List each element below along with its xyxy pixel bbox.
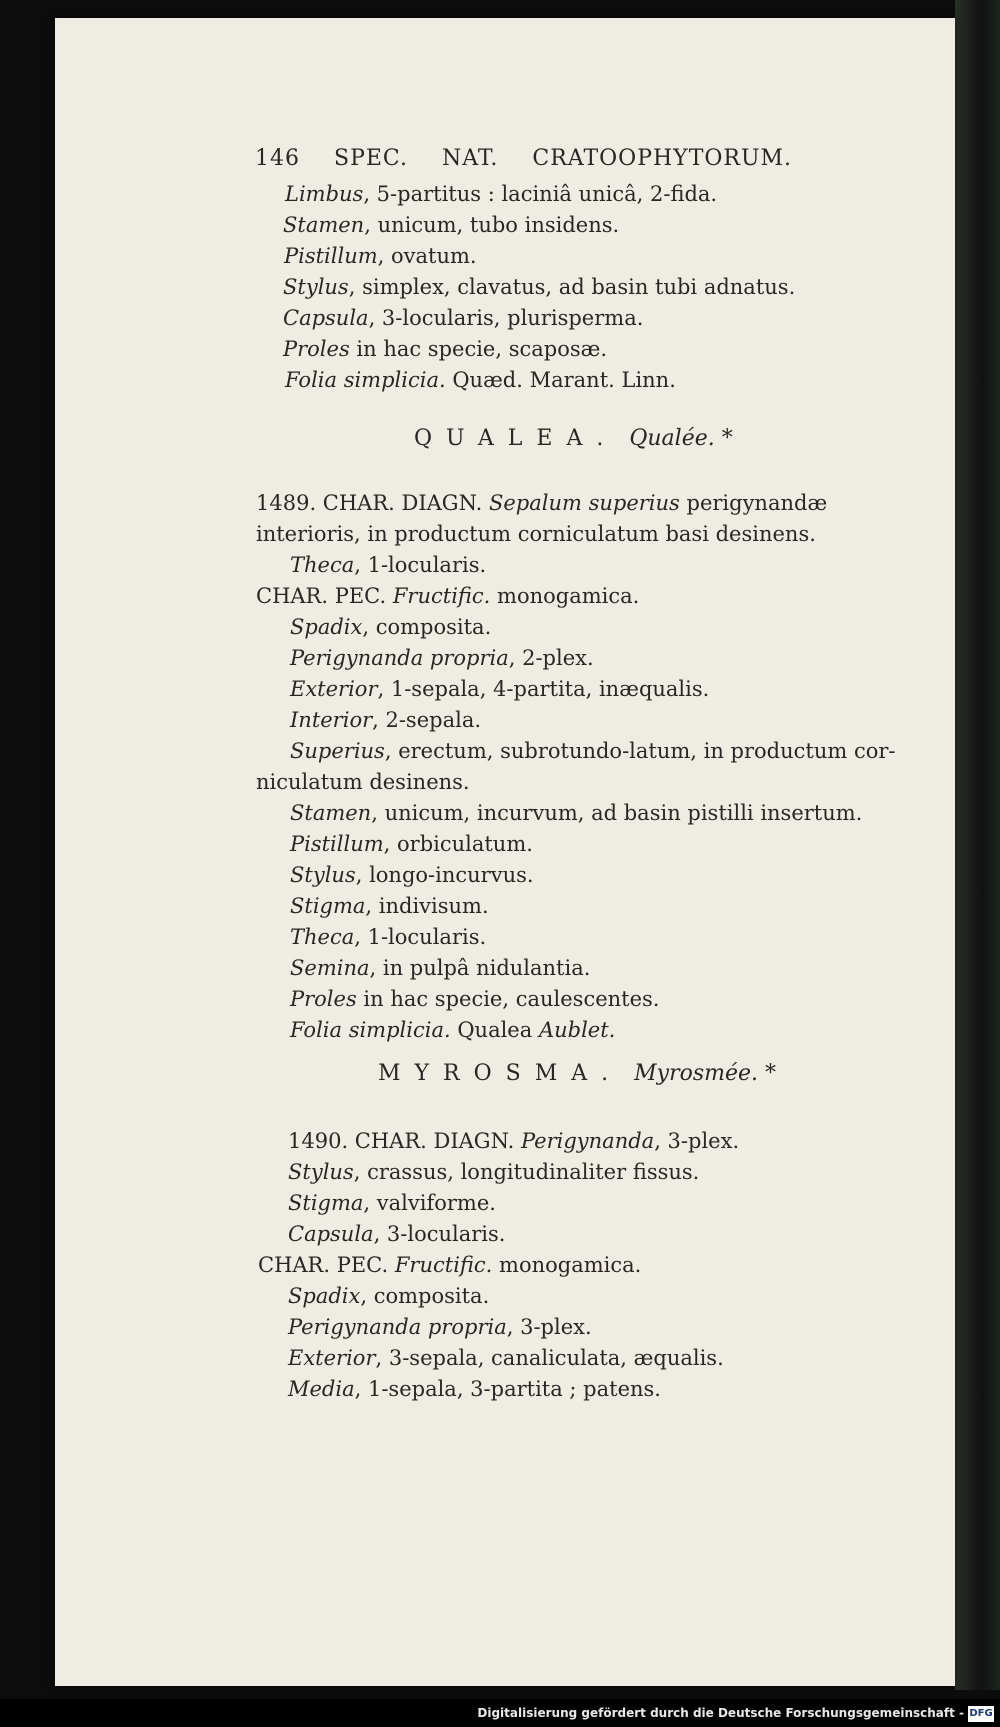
running-header bbox=[255, 146, 792, 171]
digitization-credit: Digitalisierung gefördert durch die Deutsche Forschungsgemeinschaft - bbox=[477, 1706, 964, 1720]
text-line: niculatum desinens. bbox=[256, 770, 470, 794]
text-line: Exterior, 1-sepala, 4-partita, inæqualis. bbox=[290, 677, 710, 701]
page-number: 146 bbox=[255, 146, 300, 171]
text-line: Media, 1-sepala, 3-partita ; patens. bbox=[288, 1377, 661, 1401]
text-line: Capsula, 3-locularis, plurisperma. bbox=[283, 306, 644, 330]
dfg-logo: DFG bbox=[968, 1706, 994, 1722]
text-line: Limbus, 5-partitus : laciniâ unicâ, 2-fida. bbox=[285, 182, 718, 206]
text-line: CHAR. PEC. Fructific. monogamica. bbox=[256, 584, 640, 608]
text-line: Stylus, simplex, clavatus, ad basin tubi adnatus. bbox=[283, 275, 796, 299]
text-line: Stamen, unicum, tubo insidens. bbox=[283, 213, 620, 237]
text-line: Stylus, crassus, longitudinaliter fissus. bbox=[288, 1160, 700, 1184]
text-line: Stigma, indivisum. bbox=[290, 894, 489, 918]
text-line: Spadix, composita. bbox=[290, 615, 492, 639]
text-line: Interior, 2-sepala. bbox=[290, 708, 482, 732]
text-line: Exterior, 3-sepala, canaliculata, æqualis. bbox=[288, 1346, 724, 1370]
text-line: Superius, erectum, subrotundo-latum, in productum cor- bbox=[290, 739, 896, 763]
text-line: Perigynanda propria, 2-plex. bbox=[290, 646, 594, 670]
text-line: Folia simplicia. Qualea Aublet. bbox=[290, 1018, 616, 1042]
text-line: Theca, 1-locularis. bbox=[290, 925, 487, 949]
text-line: Perigynanda propria, 3-plex. bbox=[288, 1315, 592, 1339]
text-line: Proles in hac specie, caulescentes. bbox=[290, 987, 660, 1011]
text-line: Stamen, unicum, incurvum, ad basin pistilli insertum. bbox=[290, 801, 863, 825]
book-gutter bbox=[955, 0, 1000, 1690]
text-line: Stigma, valviforme. bbox=[288, 1191, 496, 1215]
header-word-1: SPEC. bbox=[334, 146, 408, 171]
genus-heading-myrosma: MYROSMA. Myrosmée. * bbox=[378, 1061, 777, 1086]
text-line: Folia simplicia. Quæd. Marant. Linn. bbox=[285, 368, 676, 392]
text-line: Semina, in pulpâ nidulantia. bbox=[290, 956, 591, 980]
header-word-2: NAT. bbox=[441, 146, 499, 171]
entry-1490-lead: 1490. CHAR. DIAGN. Perigynanda, 3-plex. bbox=[288, 1129, 740, 1153]
text-line: Pistillum, orbiculatum. bbox=[290, 832, 533, 856]
text-line: Pistillum, ovatum. bbox=[284, 244, 477, 268]
text-line: Proles in hac specie, scaposæ. bbox=[283, 337, 608, 361]
text-line: interioris, in productum corniculatum basi desinens. bbox=[256, 522, 816, 546]
header-word-3: CRATOOPHYTORUM. bbox=[532, 146, 793, 171]
genus-heading-qualea: QUALEA. Qualée. * bbox=[414, 426, 733, 451]
text-line: Stylus, longo-incurvus. bbox=[290, 863, 534, 887]
text-line: Spadix, composita. bbox=[288, 1284, 490, 1308]
text-line: CHAR. PEC. Fructific. monogamica. bbox=[258, 1253, 642, 1277]
entry-1489-lead: 1489. CHAR. DIAGN. Sepalum superius perigynandæ bbox=[256, 491, 828, 515]
text-line: Theca, 1-locularis. bbox=[290, 553, 487, 577]
text-line: Capsula, 3-locularis. bbox=[288, 1222, 506, 1246]
